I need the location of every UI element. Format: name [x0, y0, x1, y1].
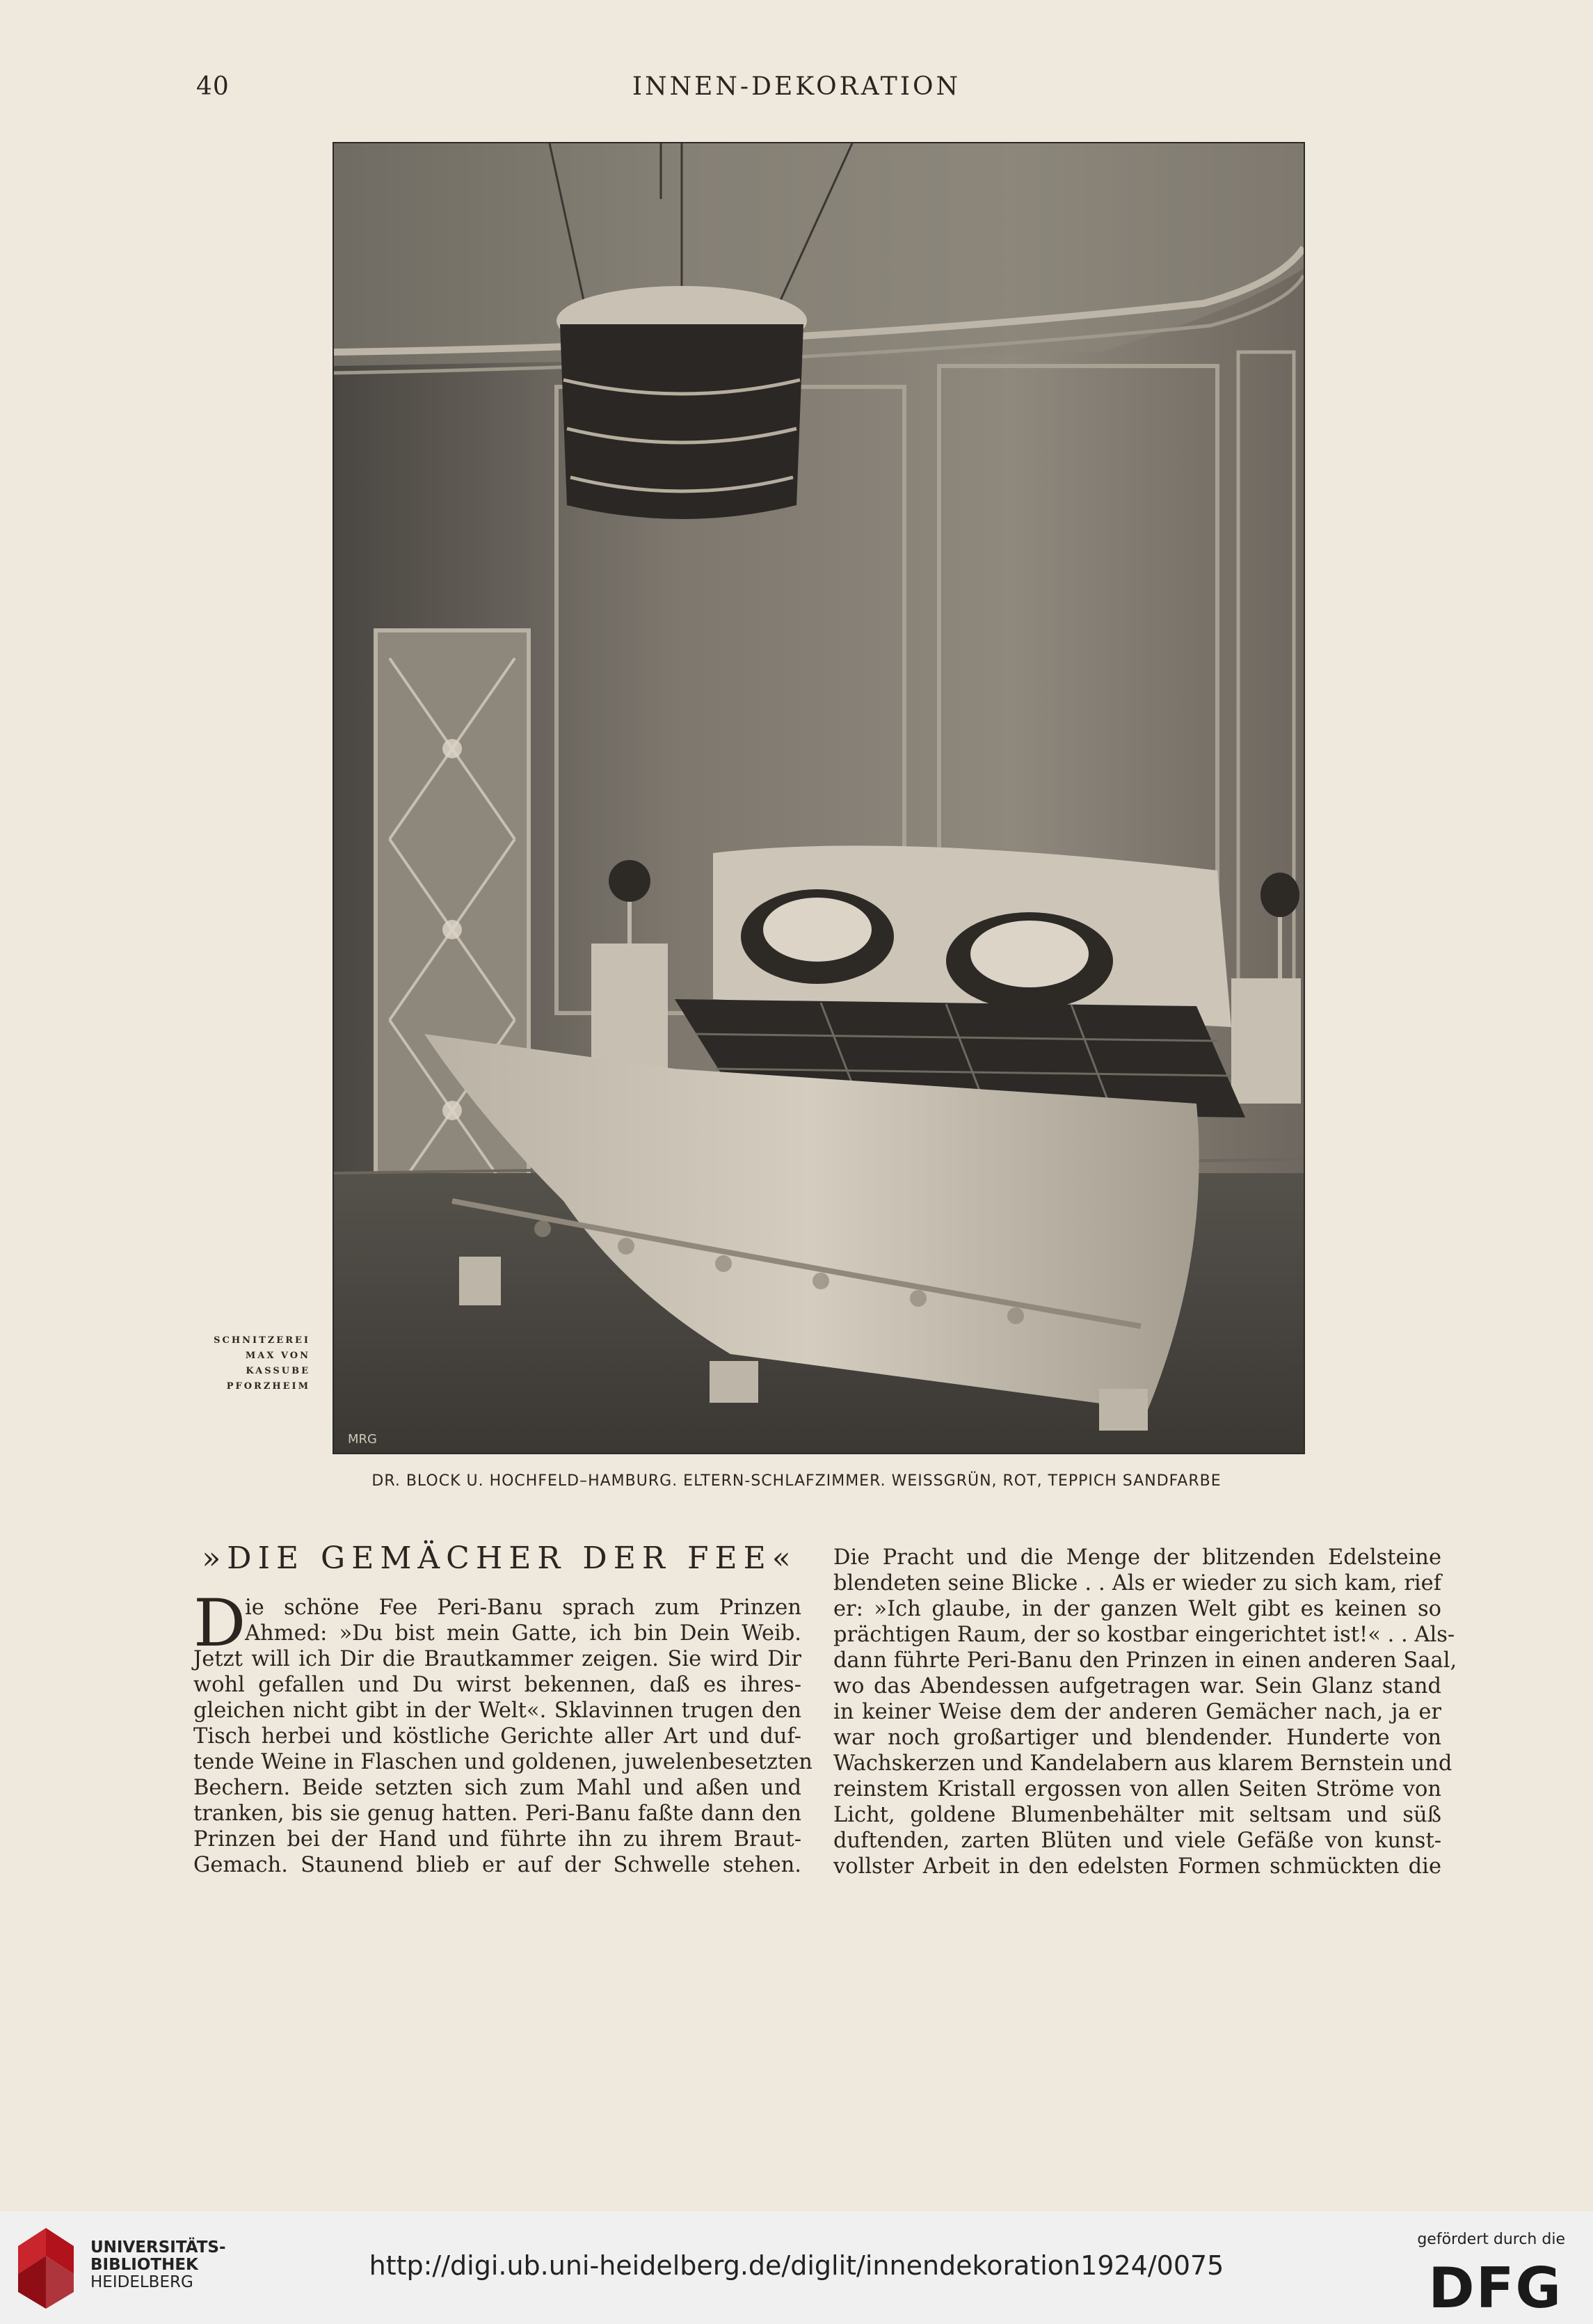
photo-monogram: MRG [348, 1432, 377, 1447]
credit-line: PFORZHEIM [226, 1381, 310, 1392]
text-line: Wachskerzen und Kandelabern aus klarem Bernstein und [833, 1751, 1452, 1776]
photo-credit [188, 1333, 310, 1394]
text-line: Bechern. Beide setzten sich zum Mahl und aßen und [193, 1776, 801, 1800]
text-line: wohl gefallen und Du wirst bekennen, daß es ihres- [193, 1673, 801, 1697]
text-line: gleichen nicht gibt in der Welt«. Sklavinnen trugen den [193, 1698, 801, 1723]
text-line: Die Pracht und die Menge der blitzenden Edelsteine [833, 1545, 1441, 1570]
photo-caption: DR. BLOCK U. HOCHFELD–HAMBURG. ELTERN-SCHLAFZIMMER. WEISSGRÜN, ROT, TEPPICH SANDFARBE [371, 1472, 1222, 1490]
credit-line: KASSUBE [246, 1366, 310, 1376]
text-line: dann führte Peri-Banu den Prinzen in einen anderen Saal, [833, 1648, 1457, 1673]
text-line: er: »Ich glaube, in der ganzen Welt gibt es keinen so [833, 1597, 1441, 1621]
drop-cap: D [193, 1586, 246, 1662]
page-number: 40 [196, 72, 230, 101]
library-line: UNIVERSITÄTS- [90, 2238, 226, 2257]
funded-by-label: gefördert durch die [1417, 2231, 1565, 2248]
text-line: in keiner Weise dem der anderen Gemächer nach, ja er [833, 1700, 1441, 1724]
text-line: tende Weine in Flaschen und goldenen, juwelenbesetzten [193, 1750, 812, 1774]
text-line: war noch großartiger und blendender. Hunderte von [833, 1726, 1441, 1750]
text-line: blendeten seine Blicke . . Als er wieder zu sich kam, rief [833, 1571, 1441, 1595]
text-line: Tisch herbei und köstliche Gerichte aller Art und duf- [193, 1724, 801, 1749]
text-line: tranken, bis sie genug hatten. Peri-Banu faßte dann den [193, 1801, 801, 1826]
text-line: Prinzen bei der Hand und führte ihn zu ihrem Braut- [193, 1827, 801, 1852]
credit-line: MAX VON [245, 1351, 310, 1361]
article-column-left [193, 1586, 812, 1878]
article-title: »DIE GEMÄCHER DER FEE« [202, 1541, 797, 1576]
running-title: INNEN-DEKORATION [632, 72, 961, 101]
text-line: Ahmed: »Du bist mein Gatte, ich bin Dein Weib. [245, 1621, 801, 1646]
text-line: reinstem Kristall ergossen von allen Seiten Ströme von [833, 1777, 1441, 1801]
library-line: HEIDELBERG [90, 2273, 193, 2291]
text-line: vollster Arbeit in den edelsten Formen schmückten die [833, 1854, 1441, 1879]
digitization-footer [0, 2211, 1593, 2324]
text-line: Jetzt will ich Dir die Brautkammer zeigen. Sie wird Dir [193, 1647, 801, 1671]
text-line: duftenden, zarten Blüten und viele Gefäße von kunst- [833, 1829, 1441, 1853]
text-line: prächtigen Raum, der so kostbar eingerichtet ist!« . . Als- [833, 1623, 1455, 1647]
library-line: BIBLIOTHEK [90, 2256, 198, 2274]
dfg-logo: DFG [1428, 2256, 1562, 2321]
text-line: Licht, goldene Blumenbehälter mit seltsam und süß [833, 1803, 1441, 1827]
credit-line: SCHNITZEREI [214, 1335, 310, 1346]
source-url-link[interactable]: http://digi.ub.uni-heidelberg.de/diglit/innendekoration1924/0075 [369, 2250, 1224, 2281]
text-line: Gemach. Staunend blieb er auf der Schwelle stehen. [193, 1853, 801, 1877]
article-column-right [833, 1545, 1457, 1879]
text-line: wo das Abendessen aufgetragen war. Sein Glanz stand [833, 1674, 1441, 1698]
text-line: ie schöne Fee Peri-Banu sprach zum Prinzen [245, 1595, 801, 1620]
bedroom-photograph [333, 142, 1305, 1454]
